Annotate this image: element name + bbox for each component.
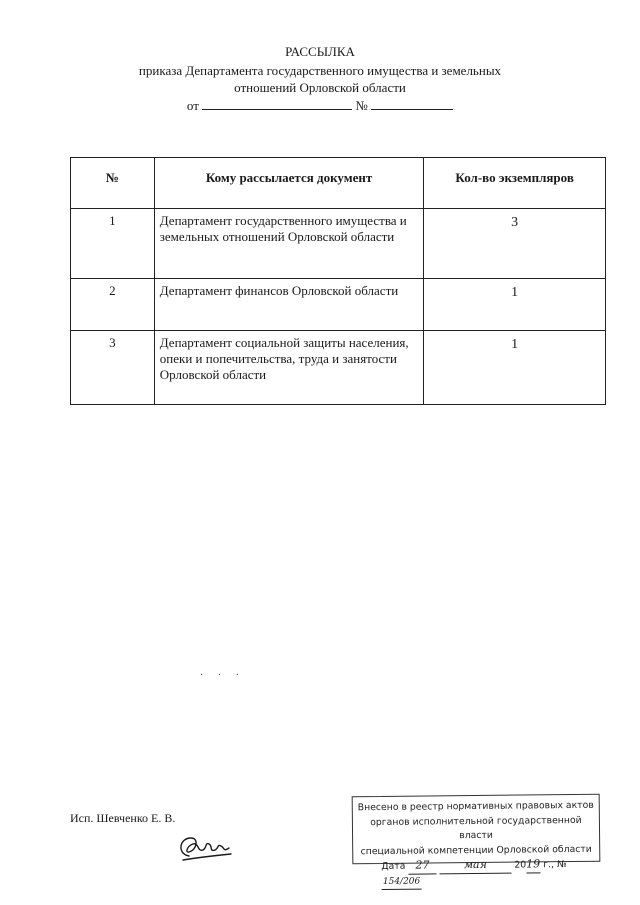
row-number: 3 (71, 331, 155, 405)
stamp-date-line (353, 857, 599, 891)
handwritten-signature (175, 826, 235, 866)
stamp-reg-number: 154/206 (381, 874, 421, 890)
stamp-year-prefix: 20 (514, 859, 527, 871)
row-count: 1 (424, 331, 606, 405)
document-title: РАССЫЛКА (285, 44, 355, 59)
document-subtitle-line2: отношений Орловской области (234, 80, 406, 95)
table-row (71, 279, 606, 331)
number-blank (371, 97, 453, 110)
document-subtitle-line1: приказа Департамента государственного имущества и земельных (138, 63, 502, 78)
header-count: Кол-во экземпляров (424, 158, 606, 209)
row-count: 1 (424, 279, 606, 331)
row-recipient: Департамент социальной защиты населения, опеки и попечительства, труда и занятости Орловской области (154, 331, 424, 405)
number-label: № (355, 98, 368, 113)
distribution-table (70, 157, 606, 405)
scan-specks: · · · (200, 670, 245, 681)
row-count: 3 (424, 209, 606, 279)
header-recipient: Кому рассылается документ (154, 158, 424, 209)
row-recipient: Департамент финансов Орловской области (154, 279, 424, 331)
stamp-line1: Внесено в реестр нормативных правовых актов (357, 799, 594, 814)
table-row (71, 331, 606, 405)
table-row (71, 209, 606, 279)
header-number: № (71, 158, 155, 209)
from-label: от (186, 98, 199, 113)
registry-stamp (352, 794, 601, 887)
stamp-month: мая (439, 858, 511, 874)
stamp-line3: специальной компетенции Орловской области (360, 843, 592, 857)
executor-name: Исп. Шевченко Е. В. (70, 811, 176, 825)
stamp-line2: органов исполнительной государственной власти (370, 814, 582, 842)
stamp-date-label: Дата (381, 860, 406, 872)
row-number: 2 (71, 279, 155, 331)
date-number-line (0, 97, 640, 114)
date-blank (202, 97, 352, 110)
stamp-year-suffix: 19 (526, 857, 540, 873)
stamp-day: 27 (408, 858, 436, 874)
stamp-year-label: г., № (543, 859, 567, 871)
row-number: 1 (71, 209, 155, 279)
table-header-row (71, 158, 606, 209)
row-recipient: Департамент государственного имущества и земельных отношений Орловской области (154, 209, 424, 279)
